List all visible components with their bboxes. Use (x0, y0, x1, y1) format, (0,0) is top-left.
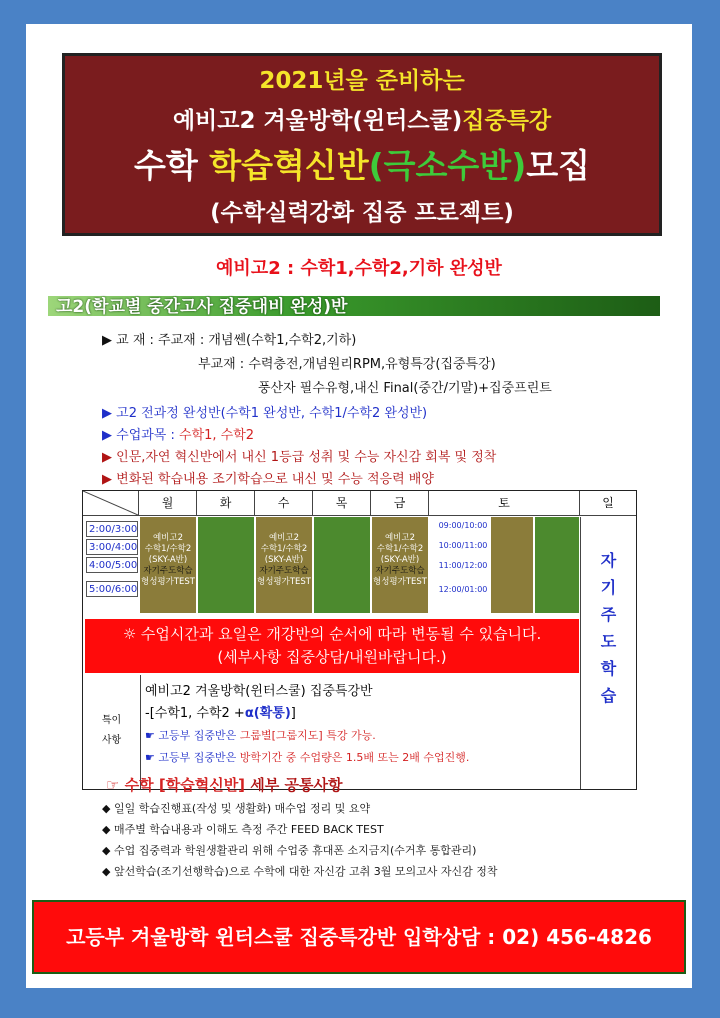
title-line1: 2021년을 준비하는 (259, 68, 465, 94)
title-box (62, 53, 662, 236)
bullet-2: ▶ 수업과목 : 수학1, 수학2 (102, 428, 255, 443)
day-tue: 화 (197, 491, 255, 515)
header-row (83, 491, 636, 516)
note-label: 특이 사항 (83, 675, 141, 789)
day-wed: 수 (255, 491, 313, 515)
title-line2: 예비고2 겨울방학(윈터스쿨)집중특강 (172, 108, 552, 134)
sat-block-2 (535, 517, 579, 613)
bullet-3: ▶ 인문,자연 혁신반에서 내신 1등급 성취 및 수능 자신감 회복 및 정착 (102, 450, 497, 465)
sat-time-1: 09:00/10:00 (438, 521, 488, 530)
sub-textbook-line: 부교재 : 수력충전,개념원리RPM,유형특강(집중특강) (198, 357, 496, 372)
common-item-3: ◆ 수업 집중력과 학원생활관리 위해 수업중 휴대폰 소지금지(수거후 통합관리) (102, 844, 477, 857)
time-slot-1: 2:00/3:00 (86, 521, 138, 537)
sat-time-3: 11:00/12:00 (438, 561, 488, 570)
common-heading: ☞ 수학 [학습혁신반] 세부 공통사항 (106, 776, 343, 794)
day-sun: 일 (602, 496, 614, 510)
footer-contact: 고등부 겨울방학 윈터스쿨 집중특강반 입학상담 : 02) 456-4826 (32, 900, 686, 974)
sat-block-1 (491, 517, 533, 613)
band-text: 고2(학교별 중간고사 집중대비 완성)반 (56, 297, 348, 317)
title-line3: 수학 학습혁신반(극소수반)모집 (133, 146, 591, 185)
sub-textbook-line2: 풍산자 필수유형,내신 Final(중간/기말)+집중프린트 (258, 381, 552, 396)
common-item-1: ◆ 일일 학습진행표(작성 및 생활화) 매수업 정리 및 요약 (102, 802, 371, 815)
time-slot-2: 3:00/4:00 (86, 539, 138, 555)
day-sat: 토 (429, 491, 580, 515)
corner-cell (83, 491, 139, 515)
subtitle: 예비고2 : 수학1,수학2,기하 완성반 (216, 258, 502, 279)
day-fri: 금 (371, 491, 429, 515)
thu-block (314, 517, 370, 613)
schedule-notice: ☼ 수업시간과 요일은 개강반의 순서에 따라 변동될 수 있습니다. (세부사항 집중상담/내원바랍니다.) (85, 619, 579, 673)
sat-time-2: 10:00/11:00 (438, 541, 488, 550)
common-item-2: ◆ 매주별 학습내용과 이해도 측정 주간 FEED BACK TEST (102, 823, 384, 836)
common-item-4: ◆ 앞선학습(조기선행학습)으로 수학에 대한 자신감 고취 3월 모의고사 자신감 정착 (102, 865, 498, 878)
schedule-table (82, 490, 637, 790)
sunday-cell (580, 517, 636, 789)
tue-block (198, 517, 254, 613)
day-mon: 월 (139, 491, 197, 515)
fri-class: 예비고2 수학1/수학2 (SKY-A반) 자기주도학습 형성평가TEST (373, 533, 427, 587)
textbook-line: ▶ 교 재 : 주교재 : 개념쎈(수학1,수학2,기하) (102, 333, 357, 348)
day-thu: 목 (313, 491, 371, 515)
wed-class: 예비고2 수학1/수학2 (SKY-A반) 자기주도학습 형성평가TEST (257, 533, 311, 587)
title-line4: (수학실력강화 집중 프로젝트) (210, 200, 514, 226)
mon-class: 예비고2 수학1/수학2 (SKY-A반) 자기주도학습 형성평가TEST (141, 533, 195, 587)
section-band (48, 294, 660, 320)
note-body: 예비고2 겨울방학(윈터스쿨) 집중특강반 -[수학1, 수학2 +α(확통)] ☛ 고등부 집중반은 그룹별[그룹지도] 특강 가능. ☛ 고등부 집중반은 방학기간 중 수업량은 1.5배 또는 2배 수업진행. (145, 684, 470, 764)
sunday-text: 자 기 주 도 학 습 (600, 551, 617, 705)
bullet-1: ▶ 고2 전과정 완성반(수학1 완성반, 수학1/수학2 완성반) (102, 406, 428, 421)
flyer-page (26, 24, 692, 988)
time-slot-3: 4:00/5:00 (86, 557, 138, 573)
time-slot-4: 5:00/6:00 (86, 581, 138, 597)
sat-time-4: 12:00/01:00 (438, 585, 488, 594)
bullet-4: ▶ 변화된 학습내용 조기학습으로 내신 및 수능 적응력 배양 (102, 472, 434, 487)
